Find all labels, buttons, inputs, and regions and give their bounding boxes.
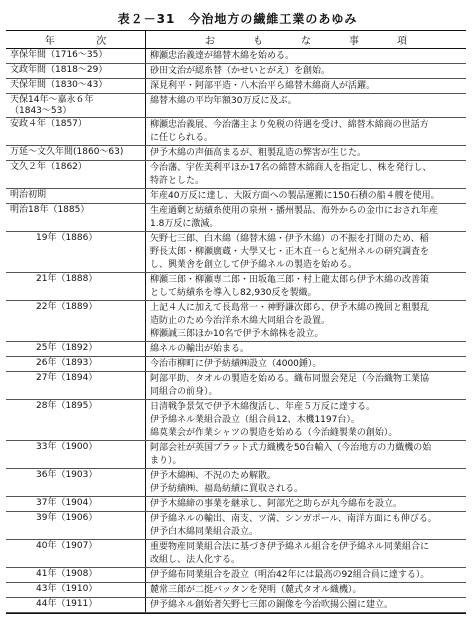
year-cell: 安政４年（1857） [6,118,146,145]
year-cell: 28年（1895） [6,400,146,440]
year-cell: 天保14年～嘉永６年 （1843～53） [6,94,146,117]
table-row [6,400,466,441]
year-cell: 39年（1906） [6,512,146,539]
table-row [6,583,466,598]
event-cell: 重要物産同業組合法に基づき伊予綿ネル組合を伊予綿ネル同業組合に 改組し、法人化する。 [150,542,430,565]
header-event-char: も [253,36,263,47]
table-row [6,146,466,161]
table-row [6,372,466,400]
year-cell: 万延～文久年間(1860～63) [6,146,146,160]
year-cell: 27年（1894） [6,372,146,399]
header-event-col [146,31,466,48]
year-cell: 43年（1910） [6,583,146,597]
year-cell: 文政年間（1818～29） [6,64,146,78]
year-cell: 享保年間（1716～35） [6,49,146,63]
event-cell: 伊予綿布同業組合を設立（明治42年には最高の92組合員に達する）。 [150,570,430,580]
year-cell: 明治18年（1885） [6,204,146,231]
event-cell: 上記４人に加えて長島常一・神野謙次郎ら、伊予木綿の挽回と粗製乱 造防止のため今治洋糸木綿大同組合を設置。 柳瀬誠三郎ほか10名で伊予木綿株を設立。 [150,303,430,339]
year-cell: 22年（1889） [6,301,146,341]
event-cell: 伊予木綿㈱、不況のため解散。 伊予紡績㈱、福島紡績に買収される。 [150,471,304,494]
year-cell: 41年（1908） [6,568,146,582]
event-cell: 伊予木綿の声価高まるが、粗製乱造の弊害が生じた。 [150,148,367,158]
table-row [6,94,466,118]
history-table [6,30,466,614]
year-cell: 25年（1892） [6,342,146,356]
year-cell: 19年（1886） [6,232,146,272]
table-row [6,540,466,568]
table-row [6,204,466,232]
year-cell: 44年（1911） [6,598,146,612]
table-row [6,497,466,512]
table-row [6,357,466,372]
event-cell: 阿部平助、タオルの製造を始める。織布同盟会発足（今治織物工業協 同組合の前身）。 [150,374,430,397]
table-body [6,49,466,613]
event-cell: 今治藩、宇佐美利平ほか17名の綿替木綿商人を指定し、株を発行し、 特許とした。 [150,163,432,186]
header-event-char: 事 [349,36,359,47]
table-row [6,512,466,540]
event-cell: 深見利平・阿部平造・八木治平ら綿替木綿商人が活躍。 [150,81,376,91]
event-cell: 柳瀬三郎・柳瀬専二郎・田坂亀三郎・村上龍太郎ら伊予木綿の改善策 として紡績糸を導入し82,930反を製織。 [150,275,430,298]
header-event-char: 項 [397,36,407,47]
table-row [6,118,466,146]
table-row [6,441,466,469]
event-cell: 綿ネルの輸出が始まる。 [150,344,250,354]
event-cell: 柳瀬忠治義展、今治藩主より免税の待遇を受け、綿替木綿商の世話方 に任じられる。 [150,120,429,143]
event-cell: 阿部会社が英国プラット式力織機を50台輸入（今治地方の力織機の始 まり）。 [150,443,432,466]
table-row [6,49,466,64]
event-cell: 今治市柳町に伊予紡績㈱設立（4000錘）。 [150,359,322,369]
table-row [6,598,466,613]
year-cell: 26年（1893） [6,357,146,371]
event-cell: 日清戦争景気で伊予木綿復活し、年産５万反に達する。 伊予綿ネル業組合設立（組合員12、木機1197台）。 綿莫業会が作業シャツの製造を始める（今治縫製業の創始）。 [150,402,398,438]
table-header [6,31,466,49]
header-event-char: な [301,36,311,47]
event-cell: 砂田文治が綛糸替（かせいとがえ）を創始。 [150,66,331,76]
header-year-char: 年 [44,36,55,47]
header-year-col [6,31,146,48]
table-row [6,79,466,94]
table-row [6,189,466,204]
table-row [6,161,466,189]
event-cell: 矢野七三郎、白木綿（綿替木綿・伊予木綿）の不振を打開のため、稲 野長太郎・柳瀬廣蔵・大學又七・正木直一らと紀州ネルの研究調査を し、興業舎を創立して伊予綿ネルの製造を始める。 [150,234,430,270]
table-title: 表２－31 今治地方の繊維工業のあゆみ [117,12,358,26]
event-cell: 麓常三郎が二挺バッタンを発明（麓式タオル織機）。 [150,585,362,595]
header-event-char: お [205,36,215,47]
table-row [6,232,466,273]
year-cell: 明治初期 [6,189,146,203]
event-cell: 年産40万反に達し、大阪方面への製品運搬に150石積の船４艘を使用。 [150,191,440,201]
event-cell: 伊予綿ネルの輸出、南支、ツ満、シンガポール、南洋方面にも伸びる。 伊予白木綿同業組合設立。 [150,514,437,537]
table-row [6,64,466,79]
event-cell: 伊予木綿締の事業を継承し、阿部光之助らが丸今綿布を設立。 [150,499,403,509]
year-cell: 天保年間（1830～43） [6,79,146,93]
table-row [6,273,466,301]
year-cell: 36年（1903） [6,469,146,496]
header-year-char: 次 [96,36,107,47]
table-row [6,469,466,497]
year-cell: 37年（1904） [6,497,146,511]
table-row [6,301,466,342]
event-cell: 綿替木綿の平均年額30万反に及ぶ。 [150,96,297,106]
event-cell: 生産過剰と紡績糸使用の泉州・播州製品、海外からの金巾におされ年産 1.8万反に激減。 [150,206,439,229]
event-cell: 伊予綿ネル創始者矢野七三郎の銅像を今治吹揚公園に建立。 [150,600,394,610]
table-row [6,342,466,357]
year-cell: 33年（1900） [6,441,146,468]
year-cell: 21年（1888） [6,273,146,300]
year-cell: 文久２年（1862） [6,161,146,188]
year-cell: 40年（1907） [6,540,146,567]
table-row [6,568,466,583]
event-cell: 柳瀬忠治義達が綿替木綿を始める。 [150,51,295,61]
